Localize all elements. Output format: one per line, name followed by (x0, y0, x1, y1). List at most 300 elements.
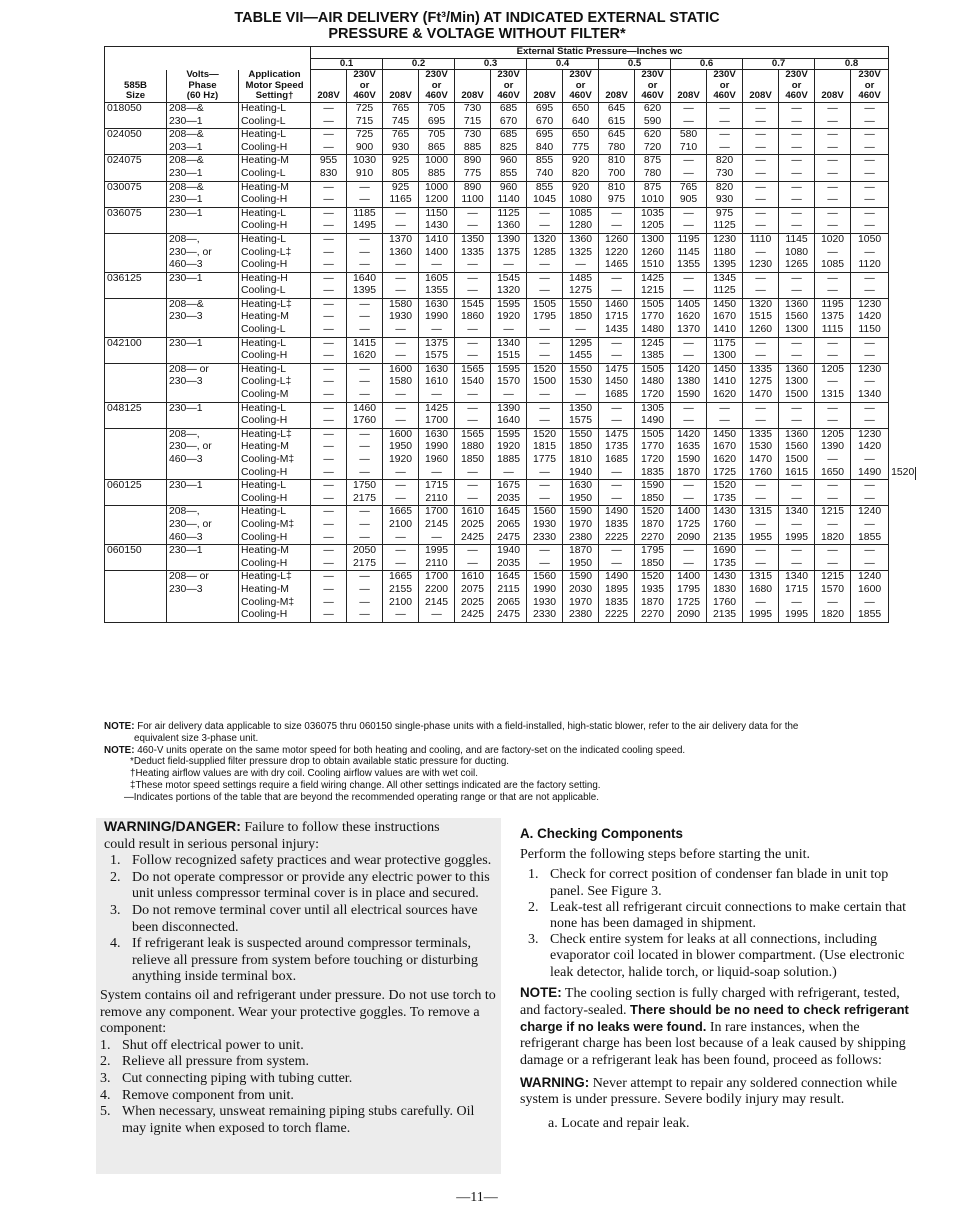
airflow-cell: 905 (671, 194, 707, 207)
airflow-cell: 2225 (599, 532, 635, 545)
repair-warning: WARNING: Never attempt to repair any soldered connection while system is under pressure. Severe bodily injury may result. (520, 1074, 898, 1108)
airflow-cell: 1550 (563, 428, 599, 441)
airflow-cell: 1300 (779, 324, 815, 337)
airflow-cell: 830 (311, 168, 347, 181)
airflow-cell: 1565 (455, 363, 491, 376)
checking-item (528, 932, 914, 981)
list-text: When necessary, unsweat remaining piping stubs carefully. Oil may ignite when exposed to torch flame. (122, 1104, 475, 1136)
table-row (105, 571, 916, 584)
airflow-cell: 1120 (851, 259, 889, 272)
airflow-cell: — (527, 272, 563, 285)
airflow-cell: — (311, 337, 347, 350)
airflow-cell: 1035 (635, 207, 671, 220)
motor-speed-cell: Heating-L‡ (239, 428, 311, 441)
airflow-cell: — (347, 324, 383, 337)
volts-phase-cell: 208—, (167, 506, 239, 519)
airflow-cell: 685 (491, 102, 527, 115)
motor-speed-cell: Heating-H (239, 272, 311, 285)
airflow-cell: — (347, 389, 383, 402)
airflow-cell: 810 (599, 155, 635, 168)
table-row (105, 402, 916, 415)
airflow-cell: 875 (635, 181, 671, 194)
airflow-cell: 2100 (383, 519, 419, 532)
pressure-header: 0.3 (455, 58, 527, 70)
airflow-cell: 890 (455, 155, 491, 168)
airflow-cell: 1545 (455, 298, 491, 311)
voltage-208-header: 208V (743, 91, 779, 102)
unit-size-cell (105, 233, 167, 246)
airflow-cell: — (851, 116, 889, 129)
airflow-cell: — (455, 285, 491, 298)
airflow-cell: 1420 (671, 428, 707, 441)
airflow-cell: — (743, 519, 779, 532)
motor-speed-cell: Heating-L (239, 480, 311, 493)
header-application: Motor Speed (239, 81, 311, 92)
airflow-cell: 1420 (851, 311, 889, 324)
airflow-cell: 1230 (743, 259, 779, 272)
airflow-cell: — (383, 402, 419, 415)
airflow-cell: 1215 (815, 506, 851, 519)
airflow-cell: — (347, 609, 383, 622)
airflow-cell: 1490 (851, 467, 889, 480)
airflow-cell: 1300 (707, 350, 743, 363)
airflow-cell: — (779, 207, 815, 220)
airflow-cell: 1320 (743, 298, 779, 311)
airflow-cell: 1375 (419, 337, 455, 350)
airflow-cell: — (347, 519, 383, 532)
airflow-cell: 1630 (419, 363, 455, 376)
airflow-cell: — (851, 129, 889, 142)
airflow-cell: 820 (563, 168, 599, 181)
airflow-cell: — (815, 102, 851, 115)
airflow-cell: — (311, 207, 347, 220)
airflow-cell: — (815, 285, 851, 298)
airflow-cell: 1820 (815, 609, 851, 622)
motor-speed-cell: Cooling-M (239, 389, 311, 402)
checking-list (520, 867, 914, 980)
airflow-cell: 715 (347, 116, 383, 129)
airflow-cell: — (383, 389, 419, 402)
list-number: 1. (110, 853, 121, 869)
unit-size-cell (105, 584, 167, 597)
airflow-cell: 1725 (671, 519, 707, 532)
header-application: Application (239, 70, 311, 81)
airflow-cell: 1355 (419, 285, 455, 298)
airflow-cell: — (779, 285, 815, 298)
airflow-cell: 1420 (851, 441, 889, 454)
airflow-cell: 590 (635, 116, 671, 129)
airflow-cell: — (455, 324, 491, 337)
list-number: 2. (528, 899, 539, 915)
voltage-208-header: 208V (599, 91, 635, 102)
airflow-cell: — (707, 402, 743, 415)
table-row (105, 220, 916, 233)
table-row (105, 272, 916, 285)
header-row-labels (105, 70, 916, 81)
airflow-cell: — (311, 558, 347, 571)
airflow-cell: — (671, 220, 707, 233)
airflow-cell: 1200 (419, 194, 455, 207)
airflow-cell: — (815, 272, 851, 285)
airflow-cell: — (383, 415, 419, 428)
airflow-cell: 1150 (851, 324, 889, 337)
airflow-cell: 645 (599, 102, 635, 115)
airflow-cell: 1595 (491, 428, 527, 441)
airflow-cell: 960 (491, 181, 527, 194)
volts-phase-cell: 208—, (167, 233, 239, 246)
airflow-cell: 1590 (671, 454, 707, 467)
airflow-cell: 1000 (419, 181, 455, 194)
airflow-cell: 1495 (347, 220, 383, 233)
airflow-cell: 695 (419, 116, 455, 129)
airflow-cell: 1650 (815, 467, 851, 480)
airflow-cell: — (563, 259, 599, 272)
airflow-cell: 650 (563, 102, 599, 115)
table-row (105, 311, 916, 324)
table-row (105, 519, 916, 532)
airflow-cell: 1465 (599, 259, 635, 272)
unit-size-cell (105, 376, 167, 389)
airflow-cell: — (851, 337, 889, 350)
airflow-cell: 1715 (779, 584, 815, 597)
airflow-cell: — (743, 480, 779, 493)
airflow-cell: 1520 (635, 506, 671, 519)
airflow-cell: 1490 (635, 415, 671, 428)
motor-speed-cell: Cooling-H (239, 142, 311, 155)
airflow-cell: 1325 (563, 247, 599, 260)
voltage-208-header (599, 70, 635, 81)
airflow-cell: 1165 (383, 194, 419, 207)
header-blank-cell (105, 58, 311, 70)
airflow-cell: 1820 (815, 532, 851, 545)
airflow-cell: 1145 (779, 233, 815, 246)
airflow-cell: — (851, 597, 889, 610)
volts-phase-cell: 208— or (167, 571, 239, 584)
airflow-cell: 930 (383, 142, 419, 155)
airflow-cell: 1515 (491, 350, 527, 363)
airflow-cell: 650 (563, 129, 599, 142)
airflow-cell: 1850 (635, 558, 671, 571)
airflow-cell: 2380 (563, 609, 599, 622)
airflow-cell: — (743, 350, 779, 363)
airflow-cell: 1485 (563, 272, 599, 285)
airflow-cell: — (383, 272, 419, 285)
warning-danger-heading-cont: could result in serious personal injury: (104, 836, 320, 852)
pressure-header: 0.4 (527, 58, 599, 70)
voltage-230-460-header: 460V (635, 91, 671, 102)
airflow-cell: — (599, 402, 635, 415)
airflow-cell: 1590 (635, 480, 671, 493)
motor-speed-cell: Cooling-H (239, 350, 311, 363)
airflow-cell: 1030 (347, 155, 383, 168)
airflow-cell: 2025 (455, 519, 491, 532)
airflow-cell: — (419, 324, 455, 337)
table-row (105, 493, 916, 506)
airflow-cell: — (779, 519, 815, 532)
airflow-cell: — (707, 129, 743, 142)
unit-size-cell: 018050 (105, 102, 167, 115)
unit-size-cell: 048125 (105, 402, 167, 415)
list-number: 5. (100, 1104, 111, 1120)
airflow-cell: — (455, 415, 491, 428)
airflow-cell: 1610 (419, 376, 455, 389)
unit-size-cell (105, 324, 167, 337)
airflow-cell: 1590 (671, 389, 707, 402)
footnote-dash: —Indicates portions of the table that are beyond the recommended operating range or that are not applicable. (124, 791, 599, 803)
airflow-cell: — (671, 415, 707, 428)
airflow-cell: — (815, 337, 851, 350)
list-text: Cut connecting piping with tubing cutter. (122, 1070, 353, 1086)
airflow-cell: — (815, 350, 851, 363)
volts-phase-cell (167, 609, 239, 622)
header-row-labels (105, 81, 916, 92)
voltage-230-460-header: 230V (851, 70, 889, 81)
airflow-cell: 1185 (347, 207, 383, 220)
airflow-cell: — (455, 480, 491, 493)
airflow-cell: — (383, 220, 419, 233)
airflow-cell: 2175 (347, 558, 383, 571)
volts-phase-cell (167, 220, 239, 233)
airflow-cell: 1990 (527, 584, 563, 597)
airflow-cell: 645 (599, 129, 635, 142)
list-text: Remove component from unit. (122, 1087, 294, 1103)
airflow-cell: 1540 (455, 376, 491, 389)
airflow-cell: 1470 (743, 389, 779, 402)
airflow-cell: — (779, 102, 815, 115)
airflow-cell: 780 (635, 168, 671, 181)
table-row (105, 506, 916, 519)
motor-speed-cell: Cooling-H (239, 415, 311, 428)
header-volts-phase: Volts— (167, 70, 239, 81)
airflow-cell: 925 (383, 181, 419, 194)
volts-phase-cell: 208—& (167, 155, 239, 168)
airflow-cell: — (815, 519, 851, 532)
airflow-cell: 765 (671, 181, 707, 194)
volts-phase-cell (167, 389, 239, 402)
unit-size-cell: 042100 (105, 337, 167, 350)
list-number: 3. (110, 902, 121, 918)
volts-phase-cell (167, 415, 239, 428)
table-row (105, 415, 916, 428)
airflow-cell: 1830 (707, 584, 743, 597)
pressure-header: 0.5 (599, 58, 671, 70)
header-row-caption (105, 47, 916, 59)
airflow-cell: 1405 (671, 298, 707, 311)
voltage-208-header (671, 81, 707, 92)
airflow-cell: — (383, 480, 419, 493)
airflow-cell: — (779, 155, 815, 168)
motor-speed-cell: Cooling-H (239, 194, 311, 207)
list-text: If refrigerant leak is suspected around compressor terminals, relieve all pressure from system before touching or disturbing anything inside terminal box. (132, 936, 479, 985)
airflow-cell: — (851, 181, 889, 194)
unit-size-cell: 030075 (105, 181, 167, 194)
airflow-cell: — (815, 207, 851, 220)
airflow-cell: 2270 (635, 609, 671, 622)
airflow-cell: — (347, 363, 383, 376)
table-row (105, 480, 916, 493)
airflow-cell: 1480 (635, 324, 671, 337)
removal-step (100, 1054, 500, 1071)
table-row (105, 467, 916, 480)
airflow-cell: 2035 (491, 493, 527, 506)
voltage-208-header (383, 81, 419, 92)
volts-phase-cell: 230—1 (167, 168, 239, 181)
motor-speed-cell: Heating-L (239, 233, 311, 246)
airflow-cell: — (743, 597, 779, 610)
airflow-cell: 855 (491, 168, 527, 181)
airflow-cell: — (779, 493, 815, 506)
voltage-230-460-header: 230V (635, 70, 671, 81)
airflow-cell: 1410 (419, 233, 455, 246)
airflow-cell: 910 (347, 168, 383, 181)
airflow-cell: — (599, 272, 635, 285)
airflow-cell: — (311, 194, 347, 207)
airflow-cell: 1510 (635, 259, 671, 272)
airflow-cell: — (851, 493, 889, 506)
airflow-cell: 1425 (419, 402, 455, 415)
airflow-cell: — (707, 415, 743, 428)
airflow-cell: — (851, 142, 889, 155)
airflow-cell: — (815, 155, 851, 168)
airflow-cell: 1620 (707, 389, 743, 402)
voltage-230-460-header: or (491, 81, 527, 92)
motor-speed-cell: Heating-L (239, 207, 311, 220)
pressure-header: 0.6 (671, 58, 743, 70)
airflow-cell: 930 (707, 194, 743, 207)
unit-size-cell (105, 597, 167, 610)
airflow-cell: 1490 (599, 571, 635, 584)
airflow-cell: 1020 (815, 233, 851, 246)
airflow-cell: — (311, 389, 347, 402)
airflow-cell: — (743, 545, 779, 558)
voltage-230-460-header: 230V (563, 70, 599, 81)
airflow-cell: 1360 (491, 220, 527, 233)
airflow-cell: 2025 (455, 597, 491, 610)
airflow-cell: — (815, 493, 851, 506)
airflow-cell: 2110 (419, 558, 455, 571)
airflow-cell: 855 (527, 155, 563, 168)
volts-phase-cell: 230—1 (167, 207, 239, 220)
airflow-cell: — (599, 285, 635, 298)
airflow-cell: 1815 (527, 441, 563, 454)
airflow-cell: 2225 (599, 609, 635, 622)
unit-size-cell (105, 415, 167, 428)
airflow-cell: 1000 (419, 155, 455, 168)
airflow-cell: — (671, 350, 707, 363)
airflow-cell: 2110 (419, 493, 455, 506)
airflow-cell: 1520 (635, 571, 671, 584)
airflow-cell: — (311, 298, 347, 311)
airflow-cell: 725 (347, 129, 383, 142)
airflow-cell: — (851, 558, 889, 571)
motor-speed-cell: Heating-M (239, 441, 311, 454)
airflow-cell: 740 (527, 168, 563, 181)
motor-speed-cell: Heating-M (239, 181, 311, 194)
airflow-cell: — (671, 116, 707, 129)
airflow-cell: — (779, 415, 815, 428)
voltage-208-header (815, 81, 851, 92)
airflow-cell: — (491, 389, 527, 402)
airflow-cell: — (851, 376, 889, 389)
header-volts-phase: Phase (167, 81, 239, 92)
airflow-cell: 1340 (851, 389, 889, 402)
airflow-cell: 1735 (707, 493, 743, 506)
airflow-cell: — (779, 545, 815, 558)
volts-phase-cell: 230—3 (167, 311, 239, 324)
voltage-230-460-header: or (563, 81, 599, 92)
airflow-cell: 1615 (779, 467, 815, 480)
airflow-cell: 2090 (671, 532, 707, 545)
airflow-cell: — (743, 155, 779, 168)
airflow-cell: — (671, 545, 707, 558)
airflow-cell: 670 (491, 116, 527, 129)
unit-size-cell (105, 467, 167, 480)
airflow-cell: 1505 (635, 363, 671, 376)
unit-size-cell (105, 363, 167, 376)
motor-speed-cell: Cooling-L (239, 285, 311, 298)
unit-size-cell: 060150 (105, 545, 167, 558)
airflow-cell: 1685 (599, 454, 635, 467)
airflow-cell: — (743, 493, 779, 506)
airflow-cell: 1175 (707, 337, 743, 350)
airflow-cell: 1375 (491, 247, 527, 260)
airflow-cell: — (347, 454, 383, 467)
airflow-cell: 1885 (491, 454, 527, 467)
airflow-cell: — (779, 142, 815, 155)
airflow-cell: 1470 (743, 454, 779, 467)
table-row (105, 168, 916, 181)
airflow-cell: — (671, 168, 707, 181)
airflow-cell: 1770 (635, 311, 671, 324)
motor-speed-cell: Cooling-L‡ (239, 247, 311, 260)
airflow-cell: — (455, 207, 491, 220)
airflow-cell: 2330 (527, 532, 563, 545)
airflow-cell: 2065 (491, 519, 527, 532)
unit-size-cell (105, 558, 167, 571)
airflow-cell: — (347, 467, 383, 480)
airflow-cell: 810 (599, 181, 635, 194)
airflow-cell: 2065 (491, 597, 527, 610)
airflow-cell: — (311, 609, 347, 622)
table-row (105, 102, 916, 115)
airflow-cell: — (455, 220, 491, 233)
airflow-cell: 1640 (347, 272, 383, 285)
unit-size-cell (105, 454, 167, 467)
airflow-cell: — (311, 467, 347, 480)
airflow-cell: — (563, 389, 599, 402)
airflow-cell: 705 (419, 102, 455, 115)
airflow-cell: 1215 (815, 571, 851, 584)
airflow-cell: — (815, 558, 851, 571)
airflow-cell: 2145 (419, 597, 455, 610)
airflow-cell: — (347, 311, 383, 324)
airflow-cell: 1665 (383, 571, 419, 584)
airflow-cell: 1505 (635, 428, 671, 441)
airflow-cell: 1940 (491, 545, 527, 558)
airflow-cell: 1430 (707, 506, 743, 519)
airflow-cell: 1515 (743, 311, 779, 324)
list-number: 4. (100, 1087, 111, 1103)
unit-size-cell: 036125 (105, 272, 167, 285)
airflow-cell: — (815, 129, 851, 142)
airflow-cell: — (779, 181, 815, 194)
airflow-cell: 820 (707, 155, 743, 168)
list-text: Relieve all pressure from system. (122, 1054, 310, 1070)
airflow-cell: 1205 (815, 428, 851, 441)
airflow-cell: 1670 (707, 441, 743, 454)
airflow-cell: 1760 (707, 597, 743, 610)
airflow-cell: 1855 (851, 609, 889, 622)
